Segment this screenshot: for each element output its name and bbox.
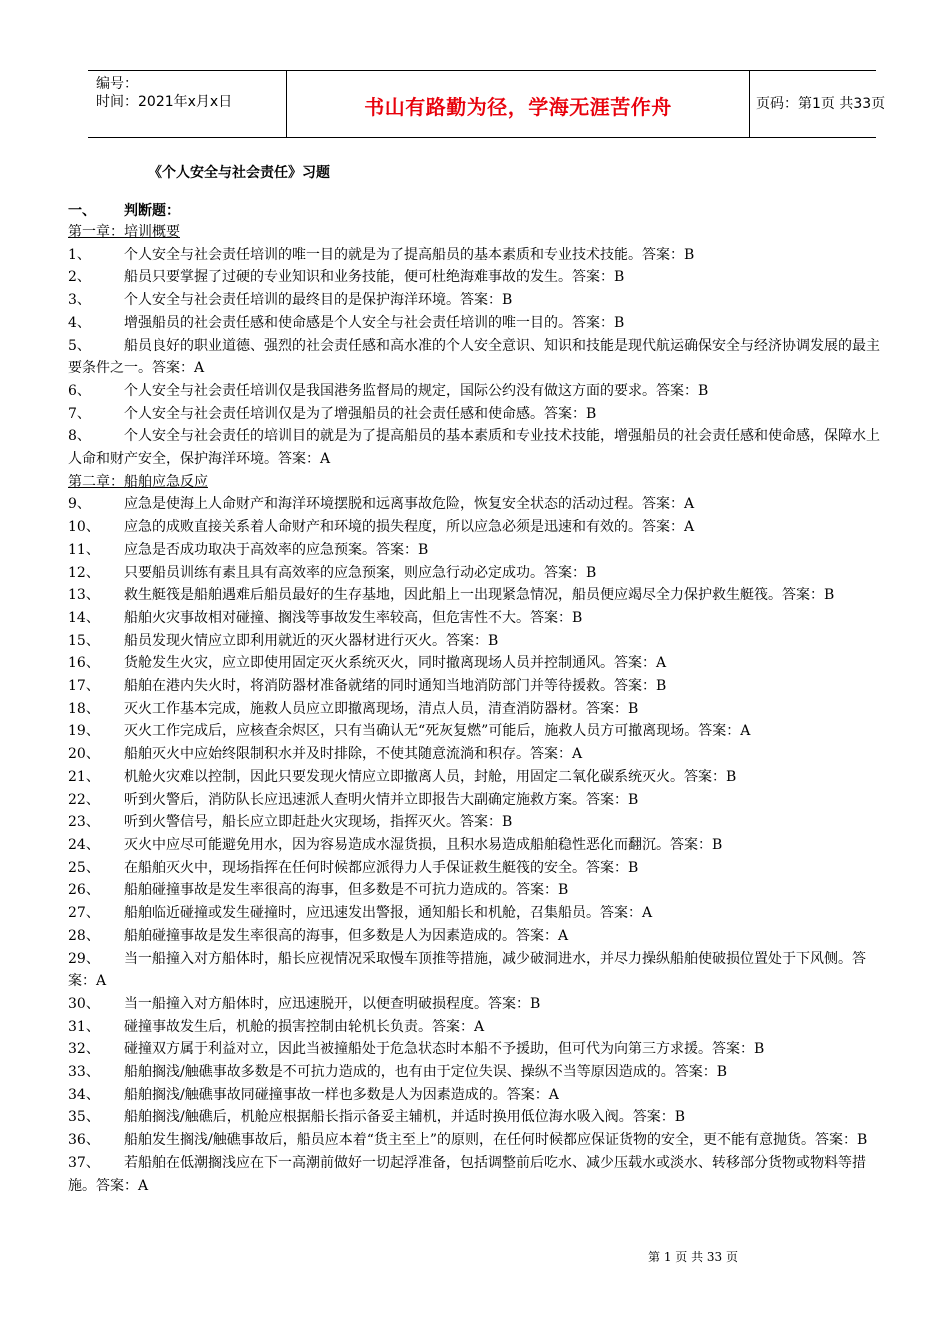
question-text: 船舶碰撞事故是发生率很高的海事，但多数是不可抗力造成的。答案：B	[124, 882, 569, 899]
question-item	[68, 811, 888, 834]
question-item	[68, 244, 888, 267]
question-text: 应急是否成功取决于高效率的应急预案。答案：B	[124, 541, 429, 558]
section-number: 一、	[68, 203, 96, 219]
question-number: 35、	[68, 1109, 100, 1126]
question-number: 37、	[68, 1154, 100, 1171]
question-item	[68, 289, 888, 312]
question-item	[68, 1016, 888, 1039]
question-text: 只要船员训练有素且具有高效率的应急预案，则应急行动必定成功。答案：B	[124, 564, 597, 581]
question-number: 17、	[68, 678, 100, 695]
question-item	[68, 766, 888, 789]
question-text: 船舶搁浅/触礁事故同碰撞事故一样也多数是人为因素造成的。答案：A	[124, 1086, 559, 1103]
question-number: 24、	[68, 836, 100, 853]
question-item	[68, 630, 888, 653]
motto: 书山有路勤为径，学海无涯苦作舟	[364, 95, 672, 119]
question-text: 碰撞事故发生后，机舱的损害控制由轮机长负责。答案：A	[124, 1018, 485, 1035]
question-number: 27、	[68, 905, 100, 922]
question-item	[68, 562, 888, 585]
question-item	[68, 493, 888, 516]
question-text: 船员只要掌握了过硬的专业知识和业务技能，便可杜绝海难事故的发生。答案：B	[124, 269, 625, 286]
header-right-cell	[748, 71, 886, 137]
question-item	[68, 539, 888, 562]
question-text: 船舶搁浅/触礁事故多数是不可抗力造成的，也有由于定位失误、操纵不当等原因造成的。答案：B	[124, 1064, 728, 1081]
question-number: 2、	[68, 269, 91, 286]
question-number: 21、	[68, 768, 100, 785]
question-text: 个人安全与社会责任培训的唯一目的就是为了提高船员的基本素质和专业技术技能。答案：B	[124, 246, 695, 263]
question-number: 11、	[68, 541, 100, 558]
question-item	[68, 879, 888, 902]
question-item	[68, 1061, 888, 1084]
question-number: 31、	[68, 1018, 100, 1035]
question-list	[68, 221, 888, 1197]
question-item	[68, 607, 888, 630]
section-heading	[68, 200, 180, 220]
question-number: 10、	[68, 519, 100, 536]
question-item	[68, 698, 888, 721]
question-text: 应急是使海上人命财产和海洋环境摆脱和远离事故危险，恢复安全状态的活动过程。答案：A	[124, 496, 695, 513]
question-item	[68, 720, 888, 743]
question-item	[68, 902, 888, 925]
question-item	[68, 925, 888, 948]
question-item	[68, 993, 888, 1016]
page-header	[88, 70, 886, 138]
question-item	[68, 425, 888, 470]
header-middle-cell	[286, 71, 750, 137]
question-number: 14、	[68, 609, 100, 626]
question-number: 36、	[68, 1132, 100, 1149]
question-item	[68, 1106, 888, 1129]
question-text: 船舶碰撞事故是发生率很高的海事，但多数是人为因素造成的。答案：A	[124, 927, 569, 944]
time-label: 时间：2021年x月x日	[96, 94, 233, 110]
question-number: 6、	[68, 382, 91, 399]
question-number: 7、	[68, 405, 91, 422]
question-number: 15、	[68, 632, 100, 649]
question-number: 8、	[68, 428, 91, 445]
serial-label: 编号：	[96, 76, 138, 92]
question-number: 34、	[68, 1086, 100, 1103]
chapter-heading: 第一章：培训概要	[68, 224, 180, 240]
question-number: 9、	[68, 496, 91, 513]
question-text: 个人安全与社会责任培训的最终目的是保护海洋环境。答案：B	[124, 292, 513, 309]
question-number: 22、	[68, 791, 100, 808]
question-text: 船舶灭火中应始终限制积水并及时排除，不使其随意流淌和积存。答案：A	[124, 746, 583, 763]
question-number: 5、	[68, 337, 91, 354]
question-text: 当一船撞入对方船体时，应迅速脱开，以便查明破损程度。答案：B	[124, 995, 541, 1012]
question-text: 机舱火灾难以控制，因此只要发现火情应立即撤离人员，封舱，用固定二氧化碳系统灭火。答案：B	[124, 768, 737, 785]
question-text: 个人安全与社会责任的培训目的就是为了提高船员的基本素质和专业技术技能，增强船员的社会责任感和使命感，保障水上人命和财产安全，保护海洋环境。答案：A	[68, 428, 880, 468]
question-item	[68, 1084, 888, 1107]
question-number: 25、	[68, 859, 100, 876]
question-text: 当一船撞入对方船体时，船长应视情况采取慢车顶推等措施，减少破洞进水，并尽力操纵船舶使破损位置处于下风侧。答案：A	[68, 950, 866, 990]
question-item	[68, 380, 888, 403]
question-item	[68, 857, 888, 880]
question-number: 18、	[68, 700, 100, 717]
question-number: 3、	[68, 292, 91, 309]
question-text: 船舶搁浅/触礁后，机舱应根据船长指示备妥主辅机，并适时换用低位海水吸入阀。答案：B	[124, 1109, 686, 1126]
question-item	[68, 743, 888, 766]
question-item	[68, 675, 888, 698]
document-title: 《个人安全与社会责任》习题	[148, 165, 330, 181]
question-text: 船员良好的职业道德、强烈的社会责任感和高水准的个人安全意识、知识和技能是现代航运确保安全与经济协调发展的最主要条件之一。答案：A	[68, 337, 880, 377]
question-text: 个人安全与社会责任培训仅是我国港务监督局的规定，国际公约没有做这方面的要求。答案：B	[124, 382, 709, 399]
question-text: 增强船员的社会责任感和使命感是个人安全与社会责任培训的唯一目的。答案：B	[124, 314, 625, 331]
question-text: 船舶临近碰撞或发生碰撞时，应迅速发出警报，通知船长和机舱，召集船员。答案：A	[124, 905, 653, 922]
question-text: 个人安全与社会责任培训仅是为了增强船员的社会责任感和使命感。答案：B	[124, 405, 597, 422]
question-text: 应急的成败直接关系着人命财产和环境的损失程度，所以应急必须是迅速和有效的。答案：A	[124, 519, 695, 536]
question-item	[68, 652, 888, 675]
chapter-heading: 第二章：船舶应急反应	[68, 473, 208, 490]
question-text: 听到火警后，消防队长应迅速派人查明火情并立即报告大副确定施救方案。答案：B	[124, 791, 639, 808]
question-text: 船员发现火情应立即利用就近的灭火器材进行灭火。答案：B	[124, 632, 499, 649]
question-number: 32、	[68, 1041, 100, 1058]
question-text: 听到火警信号，船长应立即赶赴火灾现场，指挥灭火。答案：B	[124, 814, 513, 831]
question-text: 船舶发生搁浅/触礁事故后，船员应本着“货主至上”的原则，在任何时候都应保证货物的安全，更不能有意抛货。答案：B	[124, 1132, 868, 1149]
question-text: 若船舶在低潮搁浅应在下一高潮前做好一切起浮准备，包括调整前后吃水、减少压载水或淡水、转移部分货物或物料等措施。答案：A	[68, 1154, 866, 1194]
question-text: 碰撞双方属于利益对立，因此当被撞船处于危急状态时本船不予援助，但可代为向第三方求援。答案：B	[124, 1041, 765, 1058]
question-item	[68, 584, 888, 607]
question-text: 在船舶灭火中，现场指挥在任何时候都应派得力人手保证救生艇筏的安全。答案：B	[124, 859, 639, 876]
header-left-cell	[88, 71, 286, 137]
question-number: 1、	[68, 246, 91, 263]
question-number: 30、	[68, 995, 100, 1012]
question-text: 船舶在港内失火时，将消防器材准备就绪的同时通知当地消防部门并等待援救。答案：B	[124, 678, 667, 695]
question-item	[68, 1038, 888, 1061]
question-text: 救生艇筏是船舶遇难后船员最好的生存基地，因此船上一出现紧急情况，船员便应竭尽全力保护救生艇筏。答案：B	[124, 587, 835, 604]
section-title: 判断题：	[124, 203, 180, 219]
question-item	[68, 403, 888, 426]
question-number: 28、	[68, 927, 100, 944]
question-item	[68, 948, 888, 993]
question-item	[68, 1129, 888, 1152]
question-number: 20、	[68, 746, 100, 763]
question-text: 灭火中应尽可能避免用水，因为容易造成水湿货损，且积水易造成船舶稳性恶化而翻沉。答案：B	[124, 836, 723, 853]
question-number: 19、	[68, 723, 100, 740]
question-item	[68, 516, 888, 539]
question-number: 13、	[68, 587, 100, 604]
question-item	[68, 335, 888, 380]
question-item	[68, 312, 888, 335]
question-item	[68, 834, 888, 857]
page-footer: 第 1 页 共 33 页	[648, 1250, 738, 1264]
question-text: 货舱发生火灾，应立即使用固定灭火系统灭火，同时撤离现场人员并控制通风。答案：A	[124, 655, 667, 672]
question-number: 23、	[68, 814, 100, 831]
question-text: 灭火工作完成后，应核查余烬区，只有当确认无“死灰复燃”可能后，施救人员方可撤离现场。答案：A	[124, 723, 751, 740]
question-text: 灭火工作基本完成，施救人员应立即撤离现场，清点人员，清查消防器材。答案：B	[124, 700, 639, 717]
question-text: 船舶火灾事故相对碰撞、搁浅等事故发生率较高，但危害性不大。答案：B	[124, 609, 583, 626]
question-number: 33、	[68, 1064, 100, 1081]
page-info: 页码：第1页 共33页	[756, 96, 886, 112]
question-number: 29、	[68, 950, 100, 967]
question-item	[68, 266, 888, 289]
question-number: 12、	[68, 564, 100, 581]
question-number: 4、	[68, 314, 91, 331]
question-number: 26、	[68, 882, 100, 899]
question-number: 16、	[68, 655, 100, 672]
question-item	[68, 789, 888, 812]
question-item	[68, 1152, 888, 1197]
